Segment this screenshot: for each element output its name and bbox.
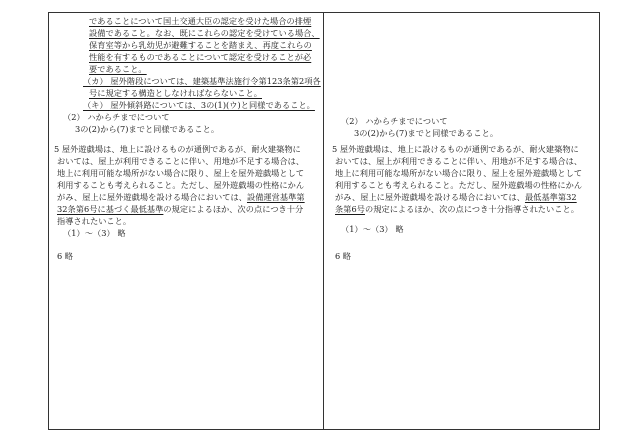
new-item5-sub: （1）～（3） 略 bbox=[63, 228, 126, 238]
new-item5-line: 地上に利用可能な場所がない場合に限り、屋上を屋外遊戯場として bbox=[57, 168, 305, 178]
new-item4-line: 要であること。 bbox=[89, 64, 147, 74]
new-item4-line: 性能を有するものであることについて認定を受けることが必 bbox=[89, 52, 312, 62]
new-item4-line: 設備であること。なお、既にこれらの認定を受けている場合、 bbox=[89, 28, 320, 38]
new-sub2-title: （2） ハからチまでについて bbox=[63, 112, 170, 122]
old-sub2-body: 3の(2)から(7)までと同様であること。 bbox=[354, 128, 499, 138]
comparison-table bbox=[48, 12, 600, 430]
new-item5-line bbox=[57, 192, 305, 203]
new-item6: 6 略 bbox=[57, 251, 74, 261]
old-item5-line: 地上に利用可能な場所がない場合に限り、屋上を屋外遊戯場として bbox=[335, 168, 583, 178]
old-sub2-title: （2） ハからチまでについて bbox=[341, 116, 448, 126]
old-item5-underline: 条第6号 bbox=[335, 204, 365, 214]
new-item5-line: 利用することも考えられること。ただし、屋外遊戯場の性格にかん bbox=[57, 180, 305, 190]
old-item5-line6-text: の規定によるほか、次の点につき十分指導されたいこと。 bbox=[364, 204, 579, 214]
old-item5-line5-text: がみ、屋上に屋外遊戯場を設ける場合においては、 bbox=[335, 192, 525, 202]
old-item6: 6 略 bbox=[335, 251, 352, 261]
new-item5-line: 5 屋外遊戯場は、地上に設けるものが通例であるが、耐火建築物に bbox=[54, 144, 301, 154]
old-item5-underline: 最低基準第32 bbox=[524, 192, 577, 202]
new-item5-line: おいては、屋上が利用できることに伴い、用地が不足する場合は、 bbox=[57, 156, 305, 166]
new-item4-line: であることについて国土交通大臣の認定を受けた場合の排煙 bbox=[89, 16, 312, 26]
old-item5-line: おいては、屋上が利用できることに伴い、用地が不足する場合は、 bbox=[335, 156, 583, 166]
new-item5-underline: 32条第6号に基づく最低基準 bbox=[57, 204, 164, 214]
new-item-ka-line: 号に規定する構造としなければならないこと。 bbox=[89, 88, 262, 98]
new-item-ki: （キ） 屋外傾斜路については、3の(1)(ウ)と同様であること。 bbox=[83, 100, 315, 110]
old-item5-sub: （1）～（3） 略 bbox=[341, 224, 404, 234]
old-item5-line: 利用することも考えられること。ただし、屋外遊戯場の性格にかん bbox=[335, 180, 583, 190]
new-item5-line: 指導されたいこと。 bbox=[57, 216, 132, 226]
new-item4-line: 保育室等から乳幼児が避難することを踏まえ、再度これらの bbox=[89, 40, 312, 50]
new-text-column bbox=[49, 13, 324, 429]
new-item5-line5-text: がみ、屋上に屋外遊戯場を設ける場合においては、 bbox=[57, 192, 247, 202]
new-sub2-body: 3の(2)から(7)までと同様であること。 bbox=[75, 124, 220, 134]
new-item-ka-line: （カ） 屋外階段については、建築基準法施行令第123条第2項各 bbox=[83, 76, 321, 86]
old-text-column bbox=[324, 13, 599, 429]
new-item5-underline: 設備運営基準第 bbox=[246, 192, 305, 202]
new-item5-line6-text: の規定によるほか、次の点につき十分 bbox=[163, 204, 304, 214]
old-item5-line bbox=[335, 192, 577, 203]
old-item5-line bbox=[335, 204, 579, 215]
new-item5-line bbox=[57, 204, 303, 215]
old-item5-line: 5 屋外遊戯場は、地上に設けるものが通例であるが、耐火建築物に bbox=[332, 144, 579, 154]
